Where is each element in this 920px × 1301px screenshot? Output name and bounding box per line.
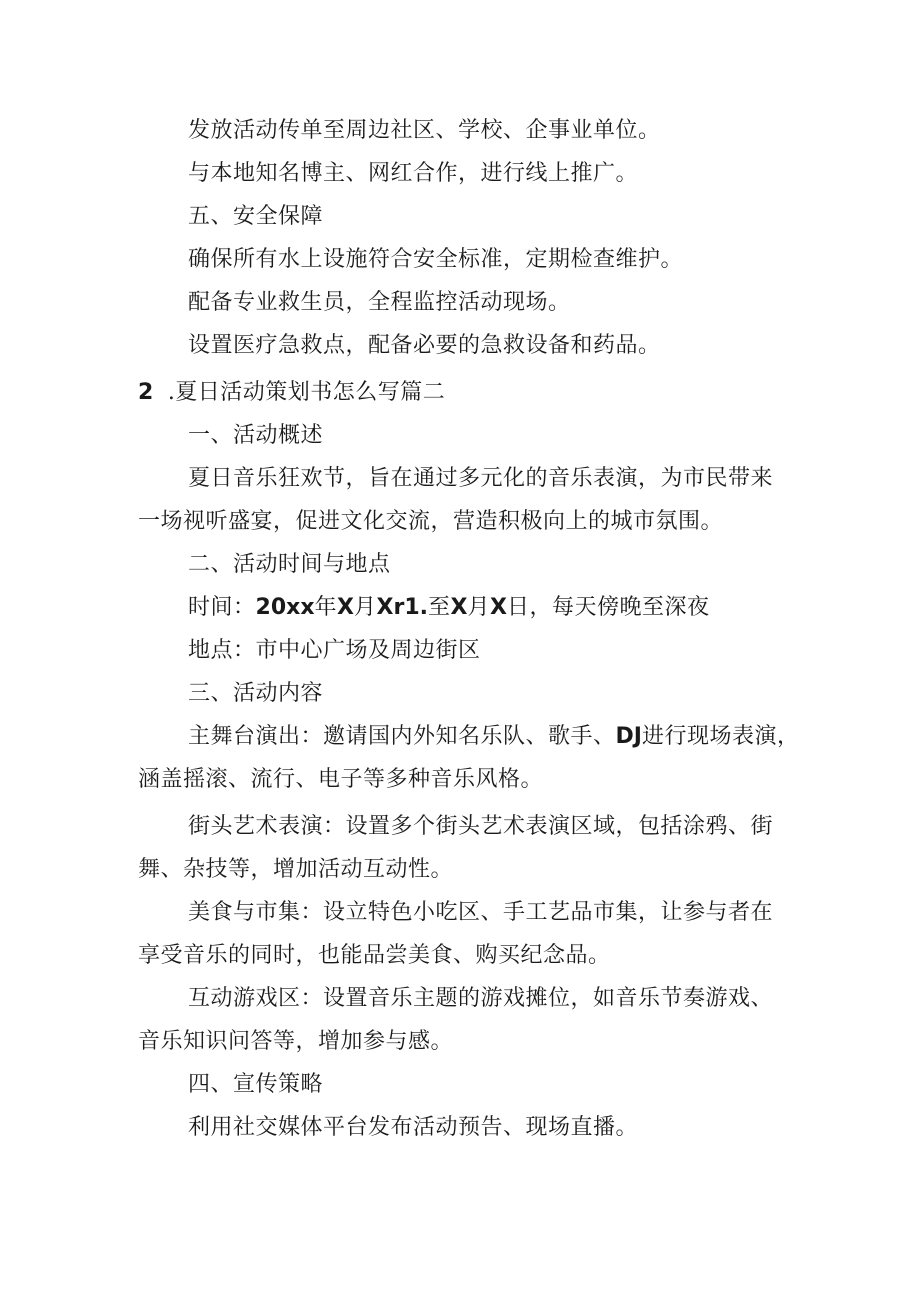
paragraph-flyers: 发放活动传单至周边社区、学校、企事业单位。	[188, 118, 661, 143]
section-heading-content: 三、活动内容	[188, 681, 324, 706]
time-placeholder: X	[450, 595, 468, 620]
paragraph-medical: 设置医疗急救点，配备必要的急救设备和药品。	[188, 333, 661, 358]
paragraph-overview-2: 一场视听盛宴，促进文化交流，营造积极向上的城市氛围。	[138, 509, 724, 534]
time-text: 至	[428, 595, 451, 620]
time-placeholder: X	[337, 595, 354, 620]
paragraph-lifeguards: 配备专业救生员，全程监控活动现场。	[188, 290, 571, 315]
heading-title: .夏日活动策划书怎么写篇二	[167, 380, 446, 405]
time-text: 月	[354, 595, 377, 620]
main-stage-text: 进行现场表演，	[641, 724, 800, 749]
section-heading-promotion: 四、宣传策略	[188, 1072, 324, 1097]
paragraph-bloggers: 与本地知名博主、网红合作，进行线上推广。	[188, 161, 639, 186]
section-heading-overview: 一、活动概述	[188, 423, 324, 448]
main-stage-dj: DJ	[615, 724, 642, 749]
paragraph-social-media: 利用社交媒体平台发布活动预告、现场直播。	[188, 1115, 639, 1140]
time-placeholder: Xr1.	[376, 595, 428, 620]
time-text: 月	[467, 595, 490, 620]
paragraph-main-stage-2: 涵盖摇滚、流行、电子等多种音乐风格。	[138, 767, 544, 792]
paragraph-street-art-2: 舞、杂技等，增加活动互动性。	[138, 857, 454, 882]
time-label: 时间：	[188, 595, 256, 620]
time-year: 20xx	[255, 595, 315, 620]
time-placeholder: X	[490, 595, 507, 620]
paragraph-main-stage	[188, 722, 798, 752]
section-heading-time-place: 二、活动时间与地点	[188, 552, 391, 577]
time-text: 日，每天傍晚至深夜	[506, 595, 710, 620]
time-text: 年	[314, 595, 338, 620]
paragraph-overview-1: 夏日音乐狂欢节，旨在通过多元化的音乐表演，为市民带来	[188, 466, 774, 491]
paragraph-street-art-1: 街头艺术表演：设置多个街头艺术表演区域，包括涂鸦、街	[188, 814, 774, 839]
article-heading	[138, 378, 798, 408]
heading-number: 2	[138, 380, 154, 405]
main-stage-text: 主舞台演出：邀请国内外知名乐队、歌手、	[188, 724, 616, 749]
paragraph-food-2: 享受音乐的同时，也能品尝美食、购买纪念品。	[138, 943, 611, 968]
paragraph-time	[188, 593, 798, 623]
paragraph-games-2: 音乐知识问答等，增加参与感。	[138, 1029, 454, 1054]
paragraph-games-1: 互动游戏区：设置音乐主题的游戏摊位，如音乐节奏游戏、	[188, 986, 774, 1011]
paragraph-facilities: 确保所有水上设施符合安全标准，定期检查维护。	[188, 247, 684, 272]
section-heading-safety: 五、安全保障	[188, 204, 324, 229]
paragraph-place: 地点：市中心广场及周边街区	[188, 638, 481, 663]
paragraph-food-1: 美食与市集：设立特色小吃区、手工艺品市集，让参与者在	[188, 900, 774, 925]
